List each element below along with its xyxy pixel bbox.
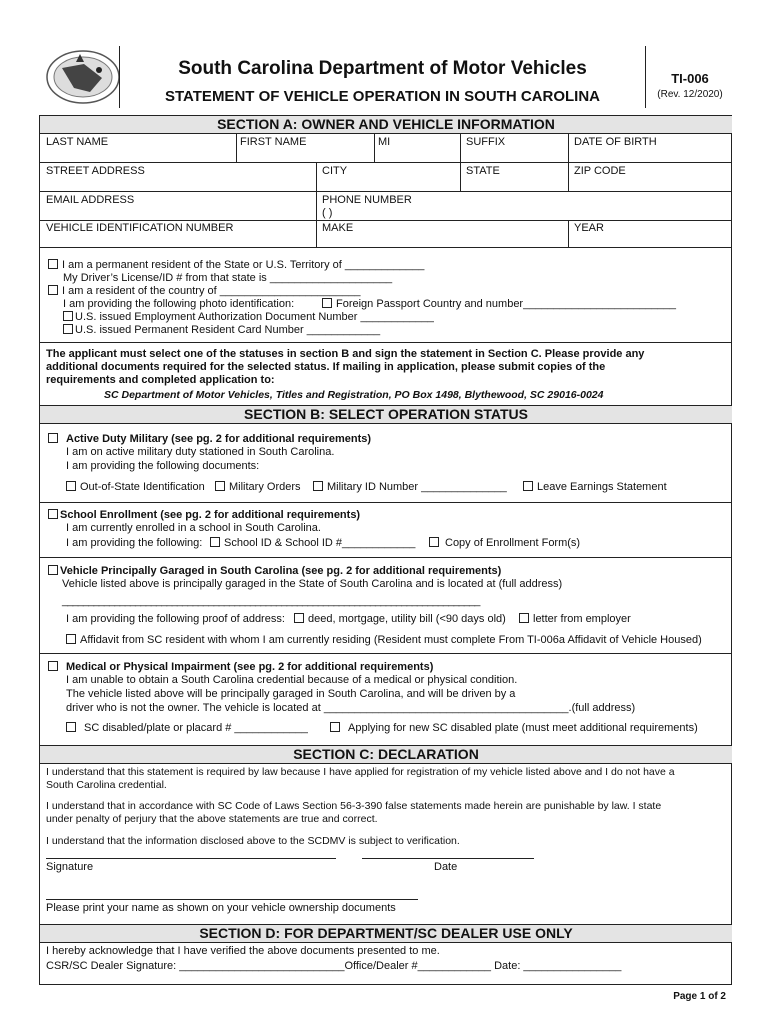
last-name-field[interactable]: LAST NAME bbox=[46, 136, 109, 148]
make-field[interactable]: MAKE bbox=[322, 222, 354, 234]
checkbox-icon[interactable] bbox=[519, 613, 529, 623]
checkbox-icon[interactable] bbox=[322, 298, 332, 308]
scdmv-logo bbox=[44, 48, 122, 106]
checkbox-icon[interactable] bbox=[66, 722, 76, 732]
section-c-title: SECTION C: DECLARATION bbox=[40, 745, 732, 764]
checkbox-icon[interactable] bbox=[48, 661, 58, 671]
checkbox-icon[interactable] bbox=[48, 285, 58, 295]
garaged-address-line[interactable]: ________________________________________________________________________________ bbox=[62, 595, 480, 607]
garaged-line-1: Vehicle listed above is principally garaged in the State of South Carolina and is located at (full address) bbox=[62, 578, 563, 590]
military-option[interactable]: Active Duty Military (see pg. 2 for additional requirements) bbox=[48, 433, 371, 446]
checkbox-icon[interactable] bbox=[48, 433, 58, 443]
form-number: TI-006 bbox=[671, 71, 709, 86]
suffix-field[interactable]: SUFFIX bbox=[466, 136, 506, 148]
medical-line-3[interactable]: driver who is not the owner. The vehicle is located at ________________________________________.(full address) bbox=[66, 702, 636, 714]
leave-earnings-option[interactable]: Leave Earnings Statement bbox=[523, 481, 667, 494]
affidavit-option[interactable]: Affidavit from SC resident with whom I am currently residing (Resident must complete From TI-006a Affidavit of Vehicle Housed) bbox=[66, 634, 702, 647]
page-number: Page 1 of 2 bbox=[673, 991, 726, 1002]
dealer-signature-line[interactable]: CSR/SC Dealer Signature: ___________________________Office/Dealer #____________ Date: ________________ bbox=[46, 960, 622, 972]
section-d-title: SECTION D: FOR DEPARTMENT/SC DEALER USE ONLY bbox=[40, 924, 732, 943]
phone-field[interactable]: PHONE NUMBER bbox=[322, 194, 412, 206]
mailing-address: SC Department of Motor Vehicles, Titles and Registration, PO Box 1498, Blythewood, SC 29016-0024 bbox=[104, 389, 604, 401]
license-number-line[interactable]: My Driver’s License/ID # from that state is ____________________ bbox=[63, 272, 393, 284]
military-line-2: I am providing the following documents: bbox=[66, 460, 260, 472]
print-name-line[interactable] bbox=[46, 899, 418, 900]
declaration-p2b: under penalty of perjury that the above statements are true and correct. bbox=[46, 813, 378, 825]
form-revision: (Rev. 12/2020) bbox=[657, 89, 723, 100]
checkbox-icon[interactable] bbox=[294, 613, 304, 623]
declaration-p1a: I understand that this statement is required by law because I have applied for registration of my vehicle listed above and I do not have a bbox=[46, 766, 675, 778]
photo-id-label: I am providing the following photo identification: bbox=[63, 298, 295, 310]
vin-field[interactable]: VEHICLE IDENTIFICATION NUMBER bbox=[46, 222, 234, 234]
checkbox-icon[interactable] bbox=[63, 324, 73, 334]
checkbox-icon[interactable] bbox=[63, 311, 73, 321]
new-disabled-plate-option[interactable]: Applying for new SC disabled plate (must meet additional requirements) bbox=[330, 722, 698, 735]
agency-title: South Carolina Department of Motor Vehicles bbox=[178, 58, 587, 79]
school-line-2: I am providing the following: bbox=[66, 537, 203, 549]
checkbox-icon[interactable] bbox=[215, 481, 225, 491]
date-of-birth-field[interactable]: DATE OF BIRTH bbox=[574, 136, 657, 148]
dealer-ack-line: I hereby acknowledge that I have verified the above documents presented to me. bbox=[46, 945, 440, 957]
middle-initial-field[interactable]: MI bbox=[378, 136, 391, 148]
year-field[interactable]: YEAR bbox=[574, 222, 604, 234]
instructions-line-3: requirements and completed application to: bbox=[46, 374, 275, 386]
school-id-option[interactable]: School ID & School ID #____________ bbox=[210, 537, 415, 550]
print-name-label: Please print your name as shown on your vehicle ownership documents bbox=[46, 902, 396, 914]
declaration-p2a: I understand that in accordance with SC Code of Laws Section 56-3-390 false statements made herein are punishable by law. I state bbox=[46, 800, 662, 812]
zip-code-field[interactable]: ZIP CODE bbox=[574, 165, 626, 177]
medical-line-2: The vehicle listed above will be principally garaged in South Carolina, and will be driven by a bbox=[66, 688, 516, 700]
declaration-p3: I understand that the information disclosed above to the SCDMV is subject to verification. bbox=[46, 835, 460, 847]
military-line-1: I am on active military duty stationed in South Carolina. bbox=[66, 446, 335, 458]
employer-letter-option[interactable]: letter from employer bbox=[519, 613, 631, 626]
ead-option[interactable]: U.S. issued Employment Authorization Document Number ____________ bbox=[63, 311, 434, 324]
form-subtitle: STATEMENT OF VEHICLE OPERATION IN SOUTH CAROLINA bbox=[165, 88, 600, 105]
date-line[interactable] bbox=[362, 858, 534, 859]
medical-option[interactable]: Medical or Physical Impairment (see pg. 2 for additional requirements) bbox=[48, 661, 433, 674]
garaged-option[interactable]: Vehicle Principally Garaged in South Carolina (see pg. 2 for additional requirements) bbox=[48, 565, 501, 578]
signature-line[interactable] bbox=[46, 858, 336, 859]
phone-format: ( ) bbox=[322, 207, 333, 219]
section-a-title: SECTION A: OWNER AND VEHICLE INFORMATION bbox=[40, 115, 732, 134]
school-option[interactable]: School Enrollment (see pg. 2 for additional requirements) bbox=[48, 509, 360, 522]
disabled-placard-option[interactable]: SC disabled/plate or placard # ____________ bbox=[66, 722, 308, 735]
checkbox-icon[interactable] bbox=[429, 537, 439, 547]
out-of-state-id-option[interactable]: Out-of-State Identification bbox=[66, 481, 205, 494]
checkbox-icon[interactable] bbox=[330, 722, 340, 732]
checkbox-icon[interactable] bbox=[210, 537, 220, 547]
enrollment-form-option[interactable]: Copy of Enrollment Form(s) bbox=[429, 537, 580, 550]
email-field[interactable]: EMAIL ADDRESS bbox=[46, 194, 135, 206]
deed-utility-option[interactable]: deed, mortgage, utility bill (<90 days old) bbox=[294, 613, 506, 626]
street-address-field[interactable]: STREET ADDRESS bbox=[46, 165, 145, 177]
medical-line-1: I am unable to obtain a South Carolina credential because of a medical or physical condition. bbox=[66, 674, 518, 686]
checkbox-icon[interactable] bbox=[66, 481, 76, 491]
foreign-resident-option[interactable]: I am a resident of the country of _______________________ bbox=[48, 285, 360, 298]
permanent-resident-option[interactable]: I am a permanent resident of the State or U.S. Territory of _____________ bbox=[48, 259, 424, 272]
palmetto-logo-icon bbox=[44, 48, 122, 106]
checkbox-icon[interactable] bbox=[313, 481, 323, 491]
passport-option[interactable]: Foreign Passport Country and number_________________________ bbox=[322, 298, 676, 311]
school-line-1: I am currently enrolled in a school in South Carolina. bbox=[66, 522, 321, 534]
section-b-title: SECTION B: SELECT OPERATION STATUS bbox=[40, 405, 732, 424]
checkbox-icon[interactable] bbox=[48, 565, 58, 575]
military-id-option[interactable]: Military ID Number ______________ bbox=[313, 481, 507, 494]
military-orders-option[interactable]: Military Orders bbox=[215, 481, 301, 494]
checkbox-icon[interactable] bbox=[48, 509, 58, 519]
form-frame bbox=[39, 115, 732, 985]
first-name-field[interactable]: FIRST NAME bbox=[240, 136, 307, 148]
signature-label: Signature bbox=[46, 861, 94, 873]
proof-of-address-label: I am providing the following proof of address: bbox=[66, 613, 285, 625]
checkbox-icon[interactable] bbox=[523, 481, 533, 491]
city-field[interactable]: CITY bbox=[322, 165, 348, 177]
declaration-p1b: South Carolina credential. bbox=[46, 779, 167, 791]
checkbox-icon[interactable] bbox=[66, 634, 76, 644]
checkbox-icon[interactable] bbox=[48, 259, 58, 269]
instructions-line-2: additional documents required for the selected status. If mailing in application, please submit copies of the bbox=[46, 361, 606, 373]
prc-option[interactable]: U.S. issued Permanent Resident Card Number ____________ bbox=[63, 324, 380, 337]
state-field[interactable]: STATE bbox=[466, 165, 500, 177]
instructions-line-1: The applicant must select one of the statuses in section B and sign the statement in Section C. Please provide any bbox=[46, 348, 645, 360]
date-label: Date bbox=[434, 861, 458, 873]
